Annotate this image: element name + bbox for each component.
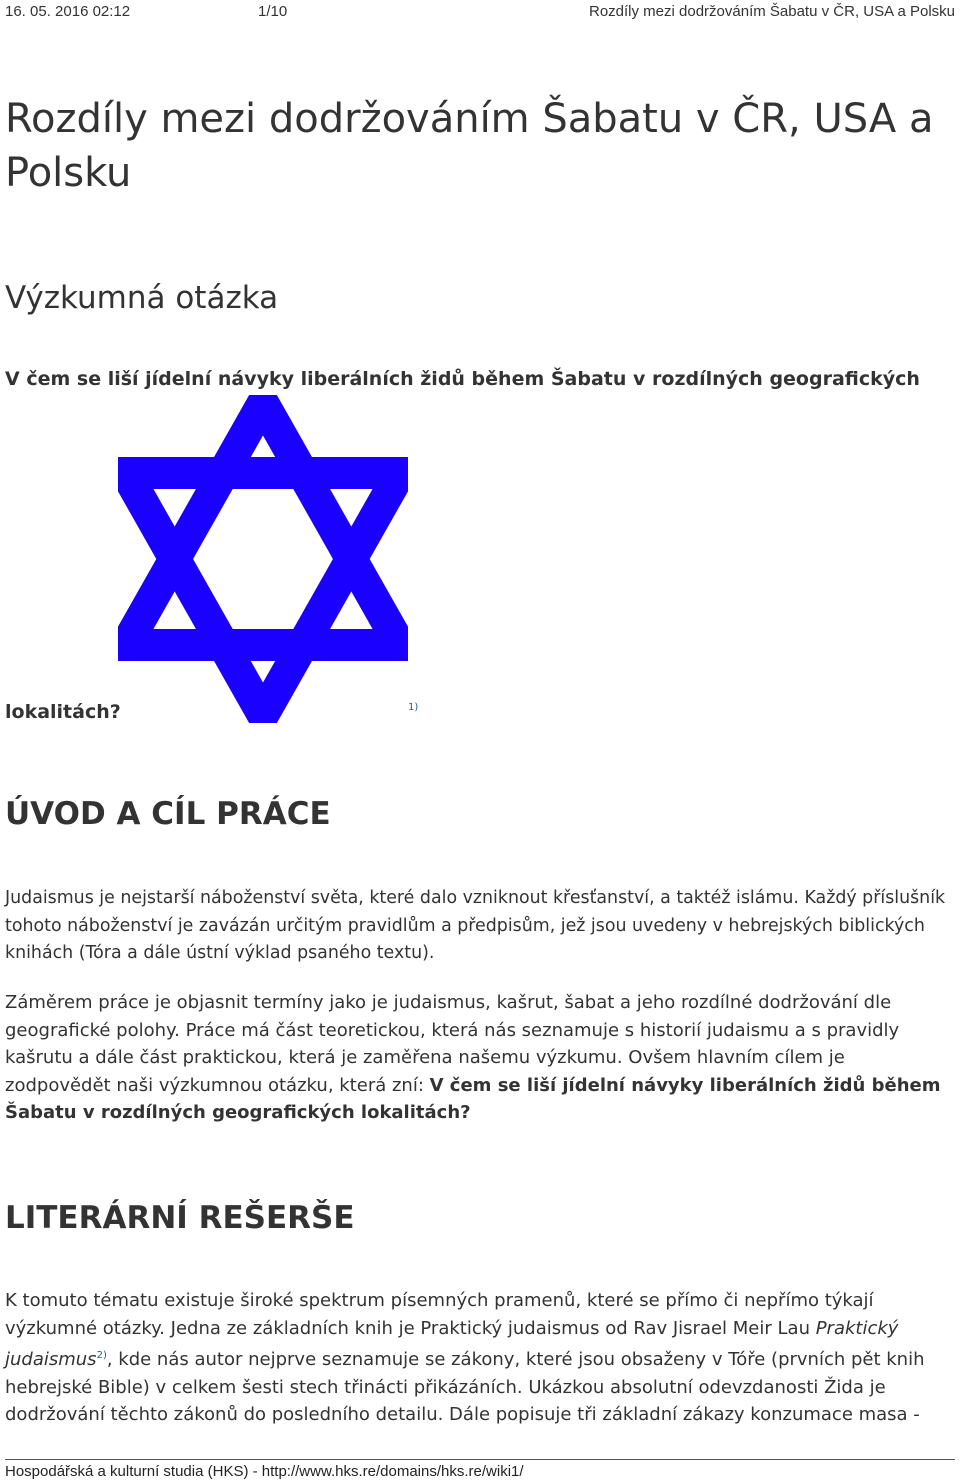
page-indicator: 1/10 [258,3,288,20]
intro-paragraph-1: Judaismus je nejstarší náboženství světa, které dalo vzniknout křesťanství, a taktéž islámu. Každý příslušník tohoto náboženství je zavázán určitým pravidlům a předpisům, jež jsou uvedeny v hebrejských biblických knihách (Tóra a dále ústní výklad psaného textu). [5,888,946,963]
intro-paragraph-2 [5,989,955,1127]
footnote-link-1[interactable]: 1) [408,702,419,713]
page-title: Rozdíly mezi dodržováním Šabatu v ČR, USA a Polsku [5,96,934,196]
intro-paragraph-2-bold: V čem se liší jídelní návyky liberálních židů během Šabatu v rozdílných geografických lokalitách? [5,1074,941,1123]
intro-paragraph-2-text: Záměrem práce je objasnit termíny jako je judaismus, kašrut, šabat a jeho rozdílné dodržování dle geografické polohy. Práce má část teoretickou, která nás seznamuje s historií judaismu a s pravidly kašrutu a dále část praktickou, která je zaměřena našemu výzkumu. Ovšem hlavním cílem je zodpovědět naši výzkumnou otázku, která zní: [5,992,900,1096]
intro-heading: ÚVOD A CÍL PRÁCE [5,796,331,832]
footnote-link-2[interactable]: 2) [96,1350,107,1361]
research-question-text: V čem se liší jídelní návyky liberálních židů během Šabatu v rozdílných geografických [5,368,920,390]
literature-paragraph [5,1287,955,1429]
literature-italic-title: Praktický judaismus [5,1317,899,1370]
research-question-end: lokalitách? [5,701,121,723]
print-datetime: 16. 05. 2016 02:12 [5,3,131,20]
literature-text-1: K tomuto tématu existuje široké spektrum písemných pramenů, které se přímo či nepřímo týkají výzkumné otázky. Jedna ze základních knih je Praktický judaismus od Rav Jisrael Meir Lau [5,1290,874,1339]
literature-text-2: , kde nás autor nejprve seznamuje se zákony, které jsou obsaženy v Tóře (prvních pět knih hebrejské Bible) v celkem šesti stech třinácti přikázáních. Ukázkou absolutní odevzdanosti Žida je dodržování těchto zákonů do posledního detailu. Dále popisuje tři základní zákazy konzumace masa - [5,1349,925,1425]
print-doc-title: Rozdíly mezi dodržováním Šabatu v ČR, USA a Polsku [589,3,955,20]
footer-url: Hospodářská a kulturní studia (HKS) - http://www.hks.re/domains/hks.re/wiki1/ [5,1463,524,1480]
star-of-david-icon [118,395,408,723]
footer-divider [5,1459,955,1460]
research-question-heading: Výzkumná otázka [5,280,279,316]
print-header [0,0,960,22]
literature-heading: LITERÁRNÍ REŠERŠE [5,1200,355,1236]
